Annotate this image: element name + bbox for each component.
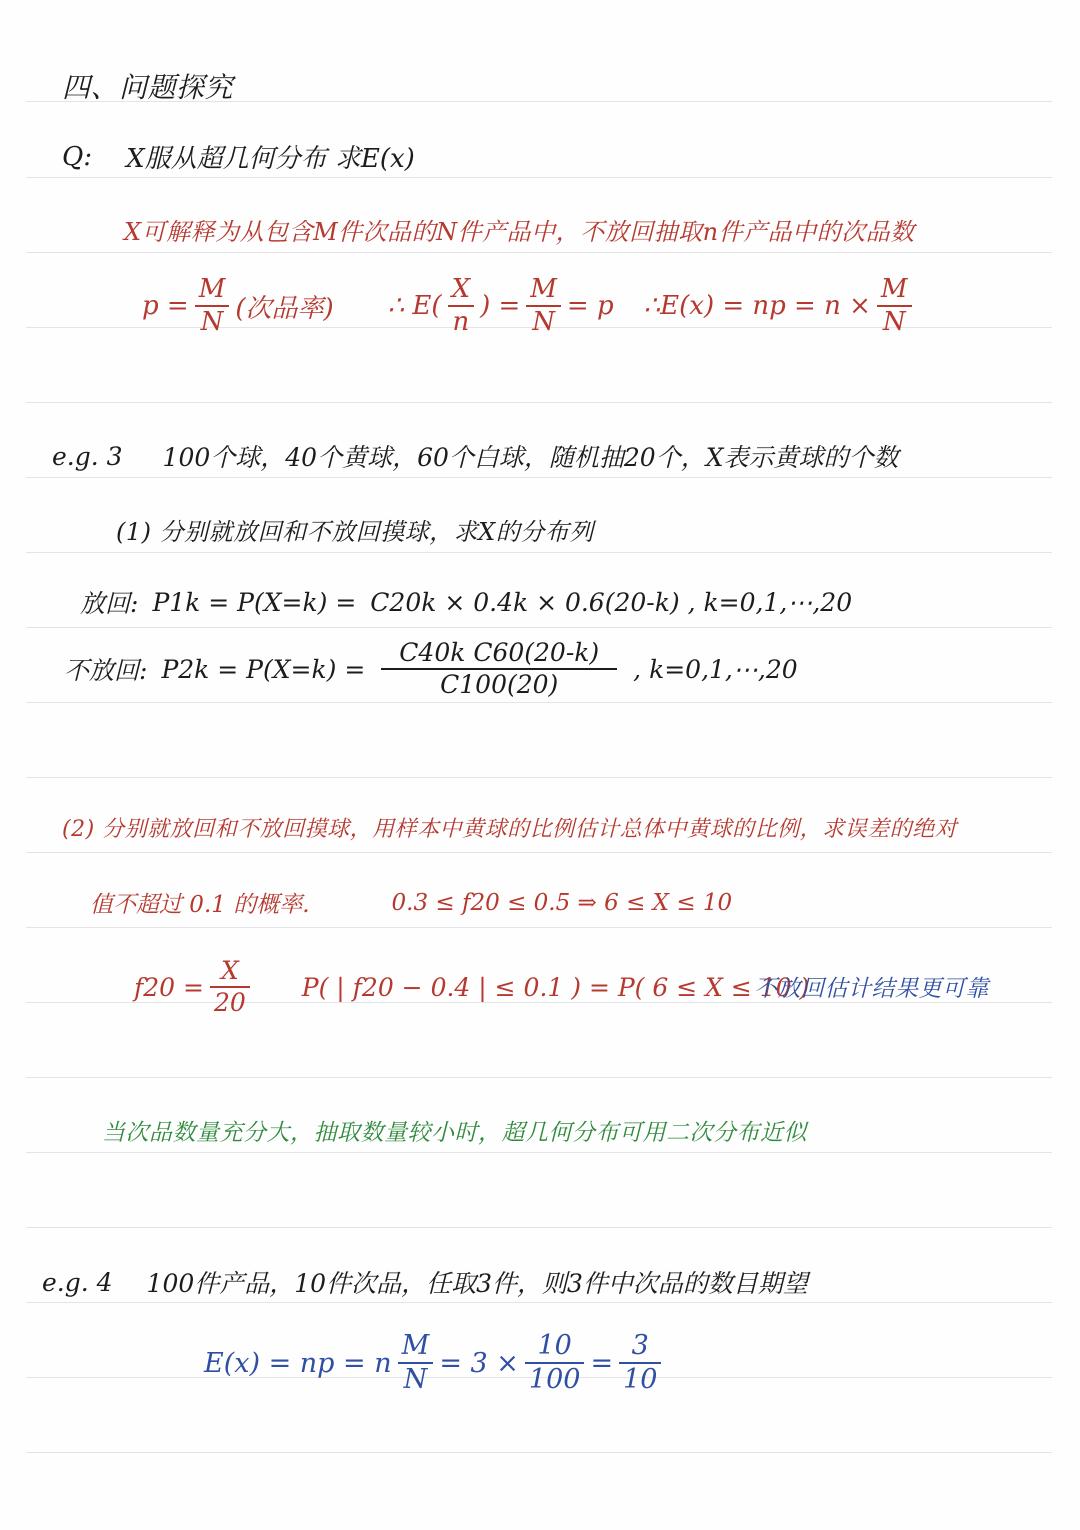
ruled-line bbox=[26, 477, 1052, 478]
e1-rhs: = p bbox=[566, 291, 614, 322]
example-4-line bbox=[42, 1264, 808, 1300]
ruled-line bbox=[26, 1227, 1052, 1228]
e2-fraction bbox=[877, 276, 912, 337]
calc-mid: = 3 × bbox=[439, 1347, 519, 1379]
with-replacement-range: , k=0,1,⋯,20 bbox=[687, 587, 853, 617]
calc-fraction-2 bbox=[525, 1332, 585, 1395]
ruled-line bbox=[26, 702, 1052, 703]
fraction-denominator: N bbox=[200, 307, 224, 338]
fraction-denominator: N bbox=[403, 1364, 428, 1396]
expectation-formula bbox=[142, 276, 918, 337]
example-3-part2-line2 bbox=[90, 886, 732, 919]
p-note: (次品率) bbox=[235, 293, 334, 324]
p-fraction bbox=[195, 276, 230, 337]
ruled-line bbox=[26, 1077, 1052, 1078]
part2-question-end: 值不超过 0.1 的概率. bbox=[90, 892, 310, 918]
without-replacement-label: 不放回: bbox=[64, 656, 148, 686]
example-3-line bbox=[52, 438, 899, 474]
example-3-part1: (1) 分别就放回和不放回摸球，求X的分布列 bbox=[116, 518, 594, 546]
fraction-denominator: 100 bbox=[528, 1364, 581, 1396]
ruled-line bbox=[26, 552, 1052, 553]
frequency-fraction bbox=[210, 958, 250, 1017]
example-3-label: e.g. 3 bbox=[52, 441, 123, 471]
question-label: Q: bbox=[62, 141, 93, 172]
probability-line bbox=[134, 958, 809, 1017]
fraction-denominator: N bbox=[882, 307, 906, 338]
ruled-line bbox=[26, 402, 1052, 403]
e2-expression: ∴E(x) = np = n × bbox=[643, 291, 871, 322]
fraction-numerator: M bbox=[530, 274, 557, 304]
fraction-numerator: 3 bbox=[631, 1330, 649, 1361]
ruled-line bbox=[26, 927, 1052, 928]
fraction-denominator: 20 bbox=[213, 988, 246, 1018]
fraction-numerator: X bbox=[220, 956, 239, 985]
question-text: X服从超几何分布 求E(x) bbox=[126, 144, 415, 174]
calc-fraction-1 bbox=[398, 1332, 434, 1395]
binomial-term: C20k × 0.4k × 0.6(20-k) bbox=[370, 587, 680, 617]
e1-lhs: ∴ E( bbox=[387, 291, 442, 322]
with-replacement-label: 放回: bbox=[80, 589, 139, 618]
e1-fraction bbox=[448, 276, 475, 337]
fraction-denominator: n bbox=[452, 307, 470, 338]
fraction-numerator: M bbox=[880, 274, 908, 304]
e1-fraction-2 bbox=[526, 276, 561, 337]
calc-start: E(x) = np = n bbox=[204, 1347, 392, 1379]
explanation-text: X可解释为从包含M件次品的N件产品中，不放回抽取n件产品中的次品数 bbox=[124, 218, 915, 246]
fraction-numerator: M bbox=[198, 274, 226, 304]
example-3-part2-line1: (2) 分别就放回和不放回摸球，用样本中黄球的比例估计总体中黄球的比例，求误差的绝对 bbox=[62, 817, 958, 842]
example-3-text: 100个球，40个黄球，60个白球，随机抽20个，X表示黄球的个数 bbox=[162, 443, 899, 472]
question-line bbox=[62, 138, 415, 175]
fraction-numerator: M bbox=[401, 1330, 430, 1361]
hypergeometric-fraction bbox=[381, 640, 617, 699]
ruled-line bbox=[26, 852, 1052, 853]
ruled-line bbox=[26, 1152, 1052, 1153]
with-replacement-lhs: P1k = P(X=k) = bbox=[152, 587, 357, 617]
calc-equals: = bbox=[590, 1347, 614, 1379]
ruled-line bbox=[26, 1452, 1052, 1453]
p-lhs: p = bbox=[142, 291, 189, 322]
fraction-numerator: X bbox=[451, 274, 471, 304]
frequency-lhs: f20 = bbox=[134, 972, 204, 1002]
with-replacement-formula bbox=[80, 584, 852, 620]
probability-expression: P( | f20 − 0.4 | ≤ 0.1 ) = P( 6 ≤ X ≤ 10 ) bbox=[301, 972, 810, 1002]
example-4-text: 100件产品，10件次品，任取3件，则3件中次品的数目期望 bbox=[146, 1269, 808, 1298]
ruled-line bbox=[26, 627, 1052, 628]
ruled-line bbox=[26, 777, 1052, 778]
without-replacement-lhs: P2k = P(X=k) = bbox=[161, 654, 366, 684]
ruled-line bbox=[26, 1302, 1052, 1303]
e1-mid: ) = bbox=[480, 291, 521, 322]
section-heading: 四、问题探究 bbox=[62, 71, 234, 104]
ruled-line bbox=[26, 177, 1052, 178]
ruled-line bbox=[26, 252, 1052, 253]
approximation-note: 当次品数量充分大，抽取数量较小时，超几何分布可用二次分布近似 bbox=[102, 1120, 807, 1146]
fraction-numerator: C40k C60(20-k) bbox=[399, 638, 600, 667]
without-replacement-formula bbox=[64, 640, 798, 699]
frequency-inequality: 0.3 ≤ f20 ≤ 0.5 ⇒ 6 ≤ X ≤ 10 bbox=[391, 889, 733, 916]
without-replacement-range: , k=0,1,⋯,20 bbox=[633, 654, 798, 684]
fraction-denominator: C100(20) bbox=[440, 670, 559, 700]
example-4-calculation bbox=[204, 1332, 667, 1395]
fraction-denominator: 10 bbox=[623, 1364, 658, 1396]
fraction-denominator: N bbox=[532, 307, 555, 338]
example-4-label: e.g. 4 bbox=[42, 1267, 113, 1297]
fraction-numerator: 10 bbox=[537, 1330, 572, 1361]
example-3-conclusion: 不放回估计结果更可靠 bbox=[754, 976, 989, 1002]
calc-fraction-3 bbox=[619, 1332, 661, 1395]
